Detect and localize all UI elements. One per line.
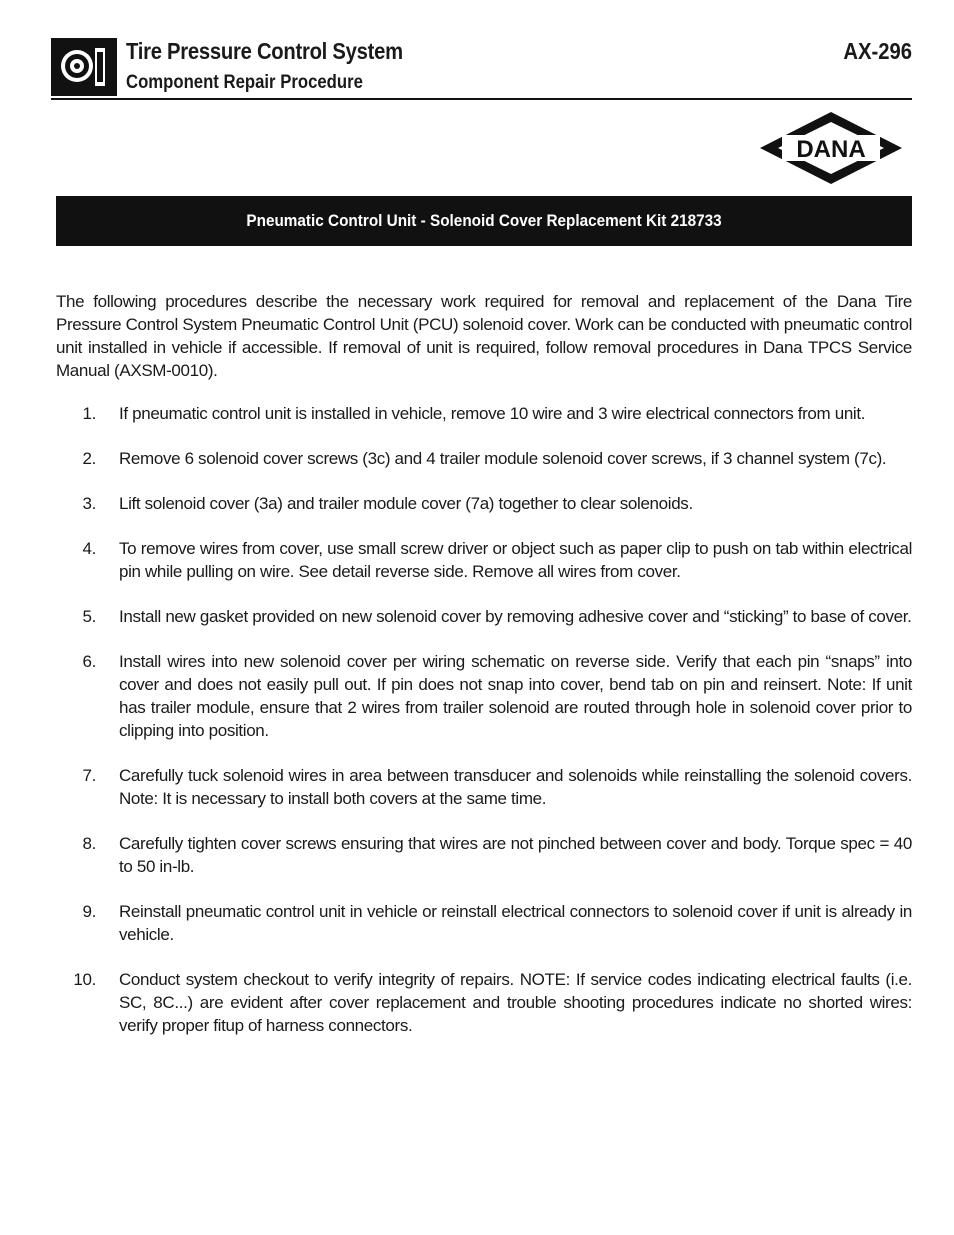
- procedure-step: [56, 968, 912, 1037]
- title-banner: [56, 196, 912, 246]
- step-text: Conduct system checkout to verify integrity of repairs. NOTE: If service codes indicating electrical faults (i.e. SC, 8C...) are evident after cover replacement and trouble shooting procedures indicate no shorted wires: verify proper fitup of harness connectors.: [119, 970, 912, 1035]
- procedure-step: [56, 605, 912, 628]
- tire-icon: [51, 38, 117, 96]
- step-text: To remove wires from cover, use small screw driver or object such as paper clip to push on tab within electrical pin while pulling on wire. See detail reverse side. Remove all wires from cover.: [119, 539, 912, 581]
- step-number: 2.: [82, 449, 96, 468]
- document-header: [51, 38, 912, 96]
- step-text: Install new gasket provided on new solenoid cover by removing adhesive cover and “sticking” to base of cover.: [119, 607, 912, 626]
- header-subtitle: Component Repair Procedure: [126, 72, 363, 93]
- intro-paragraph: The following procedures describe the necessary work required for removal and replacement of the Dana Tire Pressure Control System Pneumatic Control Unit (PCU) solenoid cover. Work can be conducted with pneumatic control unit installed in vehicle if accessible. If removal of unit is required, follow removal procedures in Dana TPCS Service Manual (AXSM-0010).: [56, 292, 912, 380]
- step-number: 10.: [73, 970, 96, 989]
- procedure-steps: [56, 402, 912, 1059]
- step-number: 8.: [82, 834, 96, 853]
- step-text: Carefully tuck solenoid wires in area between transducer and solenoids while reinstalling the solenoid covers. Note: It is necessary to install both covers at the same time.: [119, 766, 912, 808]
- step-text: Install wires into new solenoid cover per wiring schematic on reverse side. Verify that each pin “snaps” into cover and does not easily pull out. If pin does not snap into cover, bend tab on pin and reinsert. Note: If unit has trailer module, ensure that 2 wires from trailer solenoid are routed through hole in solenoid cover prior to clipping into position.: [119, 652, 912, 740]
- step-number: 1.: [82, 404, 96, 423]
- step-number: 4.: [82, 539, 96, 558]
- step-number: 3.: [82, 494, 96, 513]
- procedure-step: [56, 832, 912, 878]
- brand-name: DANA: [796, 136, 866, 163]
- step-number: 5.: [82, 607, 96, 626]
- banner-title: Pneumatic Control Unit - Solenoid Cover Replacement Kit 218733: [246, 211, 722, 230]
- procedure-step: [56, 764, 912, 810]
- procedure-step: [56, 447, 912, 470]
- dana-diamond-logo: [758, 110, 904, 186]
- step-text: Reinstall pneumatic control unit in vehicle or reinstall electrical connectors to solenoid cover if unit is already in vehicle.: [119, 902, 912, 944]
- header-title: Tire Pressure Control System: [126, 38, 403, 64]
- header-divider: [51, 98, 912, 100]
- procedure-step: [56, 900, 912, 946]
- step-number: 7.: [82, 766, 96, 785]
- procedure-step: [56, 537, 912, 583]
- step-text: If pneumatic control unit is installed in vehicle, remove 10 wire and 3 wire electrical connectors from unit.: [119, 404, 866, 423]
- step-text: Carefully tighten cover screws ensuring that wires are not pinched between cover and body. Torque spec = 40 to 50 in-lb.: [119, 834, 912, 876]
- step-text: Lift solenoid cover (3a) and trailer module cover (7a) together to clear solenoids.: [119, 494, 693, 513]
- step-number: 9.: [82, 902, 96, 921]
- procedure-step: [56, 492, 912, 515]
- step-number: 6.: [82, 652, 96, 671]
- document-code: AX-296: [843, 38, 912, 64]
- procedure-step: [56, 402, 912, 425]
- step-text: Remove 6 solenoid cover screws (3c) and 4 trailer module solenoid cover screws, if 3 channel system (7c).: [119, 449, 887, 468]
- procedure-step: [56, 650, 912, 742]
